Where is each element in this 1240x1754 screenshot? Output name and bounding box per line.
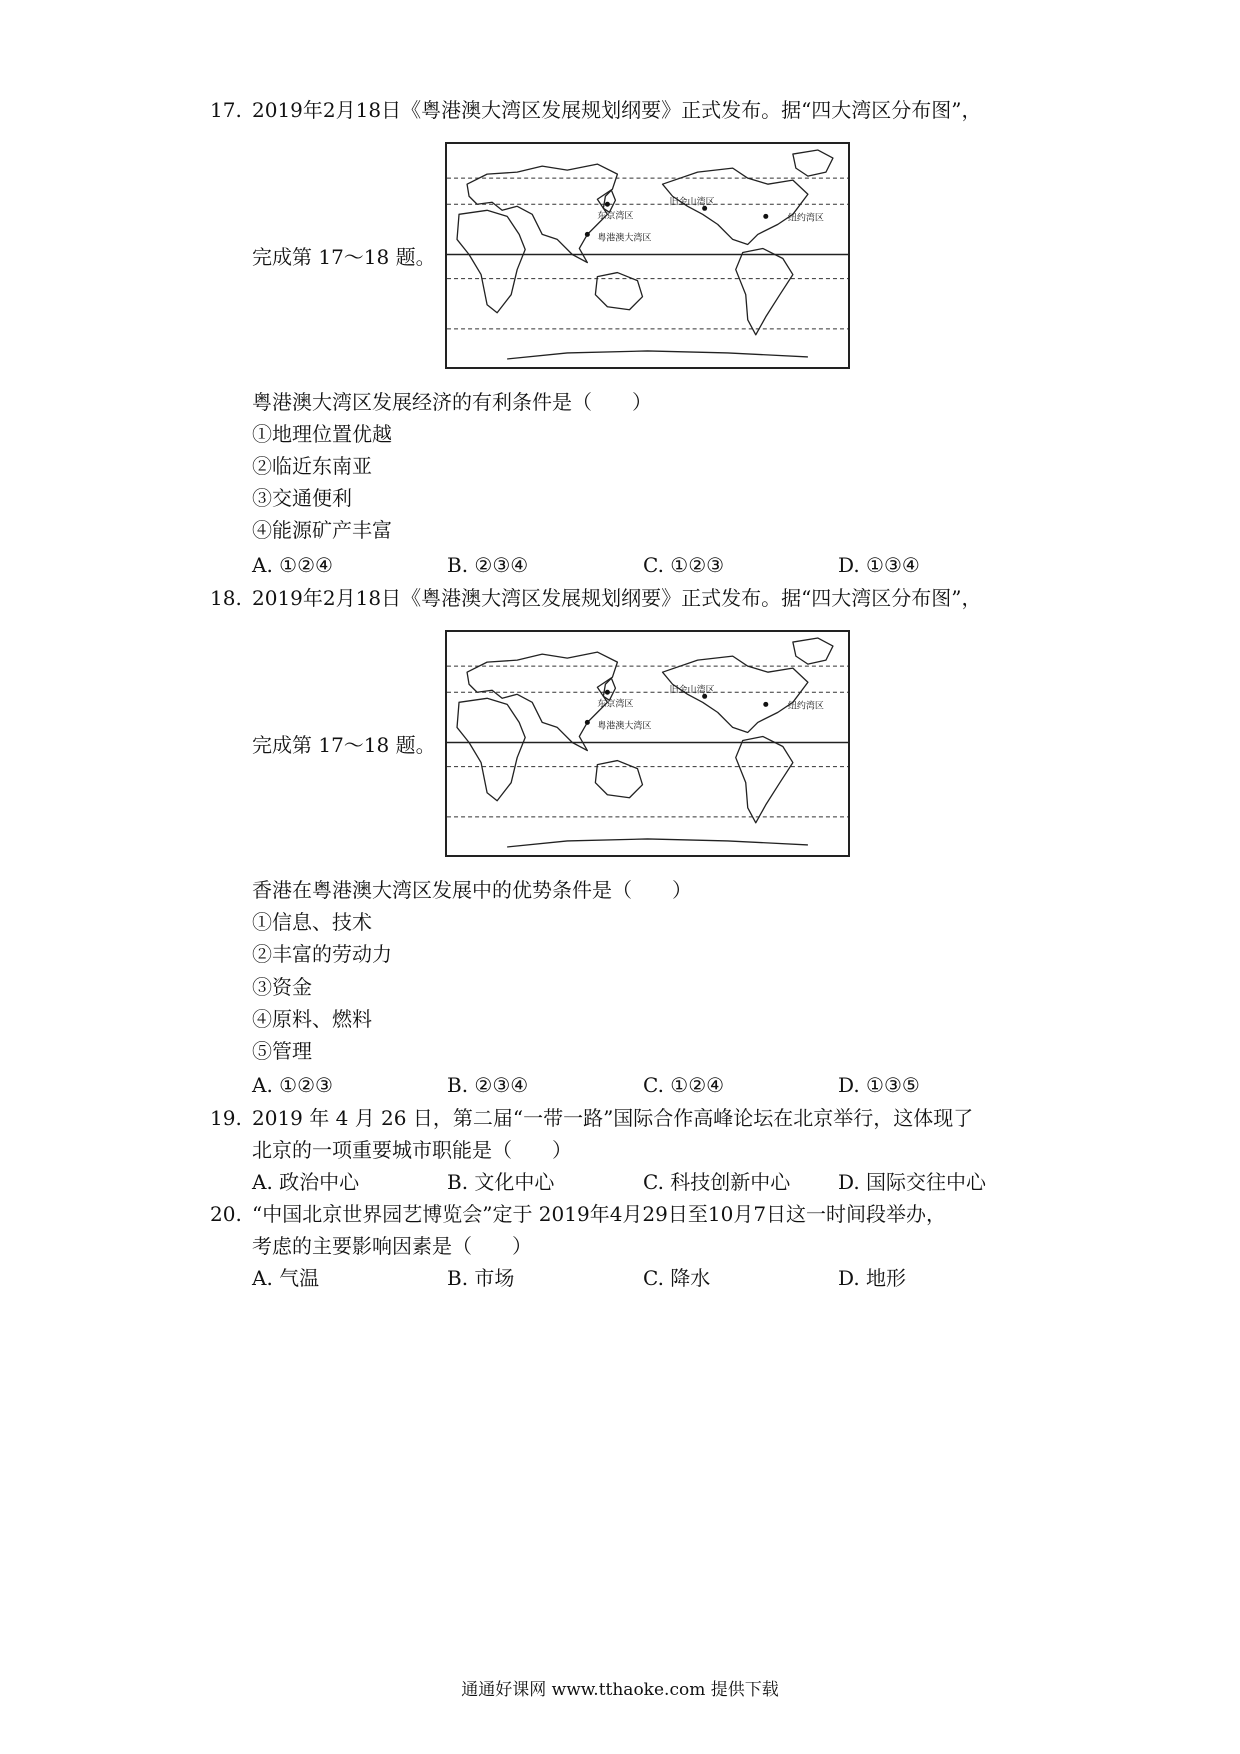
answer-item: ②丰富的劳动力 (252, 942, 392, 966)
label-tokyo-bay: 东京湾区 (597, 211, 634, 222)
option-b: B. 文化中心 (447, 1170, 555, 1194)
option-c: C. 科技创新中心 (643, 1170, 791, 1194)
question-stem: 北京的一项重要城市职能是（ ） (252, 1138, 572, 1162)
option-b: B. ②③④ (447, 553, 529, 577)
answer-item: ⑤管理 (252, 1039, 312, 1063)
option-d: D. 国际交往中心 (838, 1170, 987, 1194)
option-a: A. 气温 (252, 1266, 320, 1290)
option-c: C. 降水 (643, 1266, 711, 1290)
question-instruction: 完成第 17～18 题。 (252, 245, 436, 269)
question-instruction: 完成第 17～18 题。 (252, 733, 436, 757)
bay-area-map (445, 630, 850, 857)
answer-item: ③资金 (252, 975, 312, 999)
label-ny-bay: 纽约湾区 (787, 701, 824, 712)
option-b: B. 市场 (447, 1266, 515, 1290)
option-b: B. ②③④ (447, 1073, 529, 1097)
answer-item: ④能源矿产丰富 (252, 518, 392, 542)
option-d: D. ①③④ (838, 553, 920, 577)
label-sf-bay: 旧金山湾区 (669, 685, 715, 696)
answer-item: ①地理位置优越 (252, 422, 392, 446)
question-stem: 2019年2月18日《粤港澳大湾区发展规划纲要》正式发布。据“四大湾区分布图”， (252, 98, 982, 122)
question-prompt: 香港在粤港澳大湾区发展中的优势条件是（ ） (252, 878, 692, 902)
world-map-figure (447, 632, 848, 855)
option-a: A. ①②③ (252, 1073, 333, 1097)
question-stem: 考虑的主要影响因素是（ ） (252, 1234, 532, 1258)
question-prompt: 粤港澳大湾区发展经济的有利条件是（ ） (252, 390, 652, 414)
question-number: 17. (210, 98, 242, 122)
world-map-figure (447, 144, 848, 367)
question-number: 20. (210, 1202, 242, 1226)
label-gba: 粤港澳大湾区 (597, 721, 652, 732)
option-d: D. ①③⑤ (838, 1073, 920, 1097)
label-sf-bay: 旧金山湾区 (669, 197, 715, 208)
option-d: D. 地形 (838, 1266, 907, 1290)
answer-item: ③交通便利 (252, 486, 352, 510)
question-stem: “中国北京世界园艺博览会”定于 2019年4月29日至10月7日这一时间段举办， (252, 1202, 947, 1226)
question-stem: 2019 年 4 月 26 日，第二届“一带一路”国际合作高峰论坛在北京举行，这体现了 (252, 1106, 974, 1130)
answer-item: ④原料、燃料 (252, 1007, 372, 1031)
label-ny-bay: 纽约湾区 (787, 213, 824, 224)
question-number: 19. (210, 1106, 242, 1130)
option-c: C. ①②③ (643, 553, 725, 577)
bay-area-map (445, 142, 850, 369)
label-gba: 粤港澳大湾区 (597, 233, 652, 244)
page-footer: 通通好课网 www.tthaoke.com 提供下载 (461, 1680, 779, 1700)
question-stem: 2019年2月18日《粤港澳大湾区发展规划纲要》正式发布。据“四大湾区分布图”， (252, 586, 982, 610)
label-tokyo-bay: 东京湾区 (597, 699, 634, 710)
option-a: A. 政治中心 (252, 1170, 360, 1194)
answer-item: ②临近东南亚 (252, 454, 372, 478)
option-c: C. ①②④ (643, 1073, 725, 1097)
option-a: A. ①②④ (252, 553, 333, 577)
question-number: 18. (210, 586, 242, 610)
answer-item: ①信息、技术 (252, 910, 372, 934)
